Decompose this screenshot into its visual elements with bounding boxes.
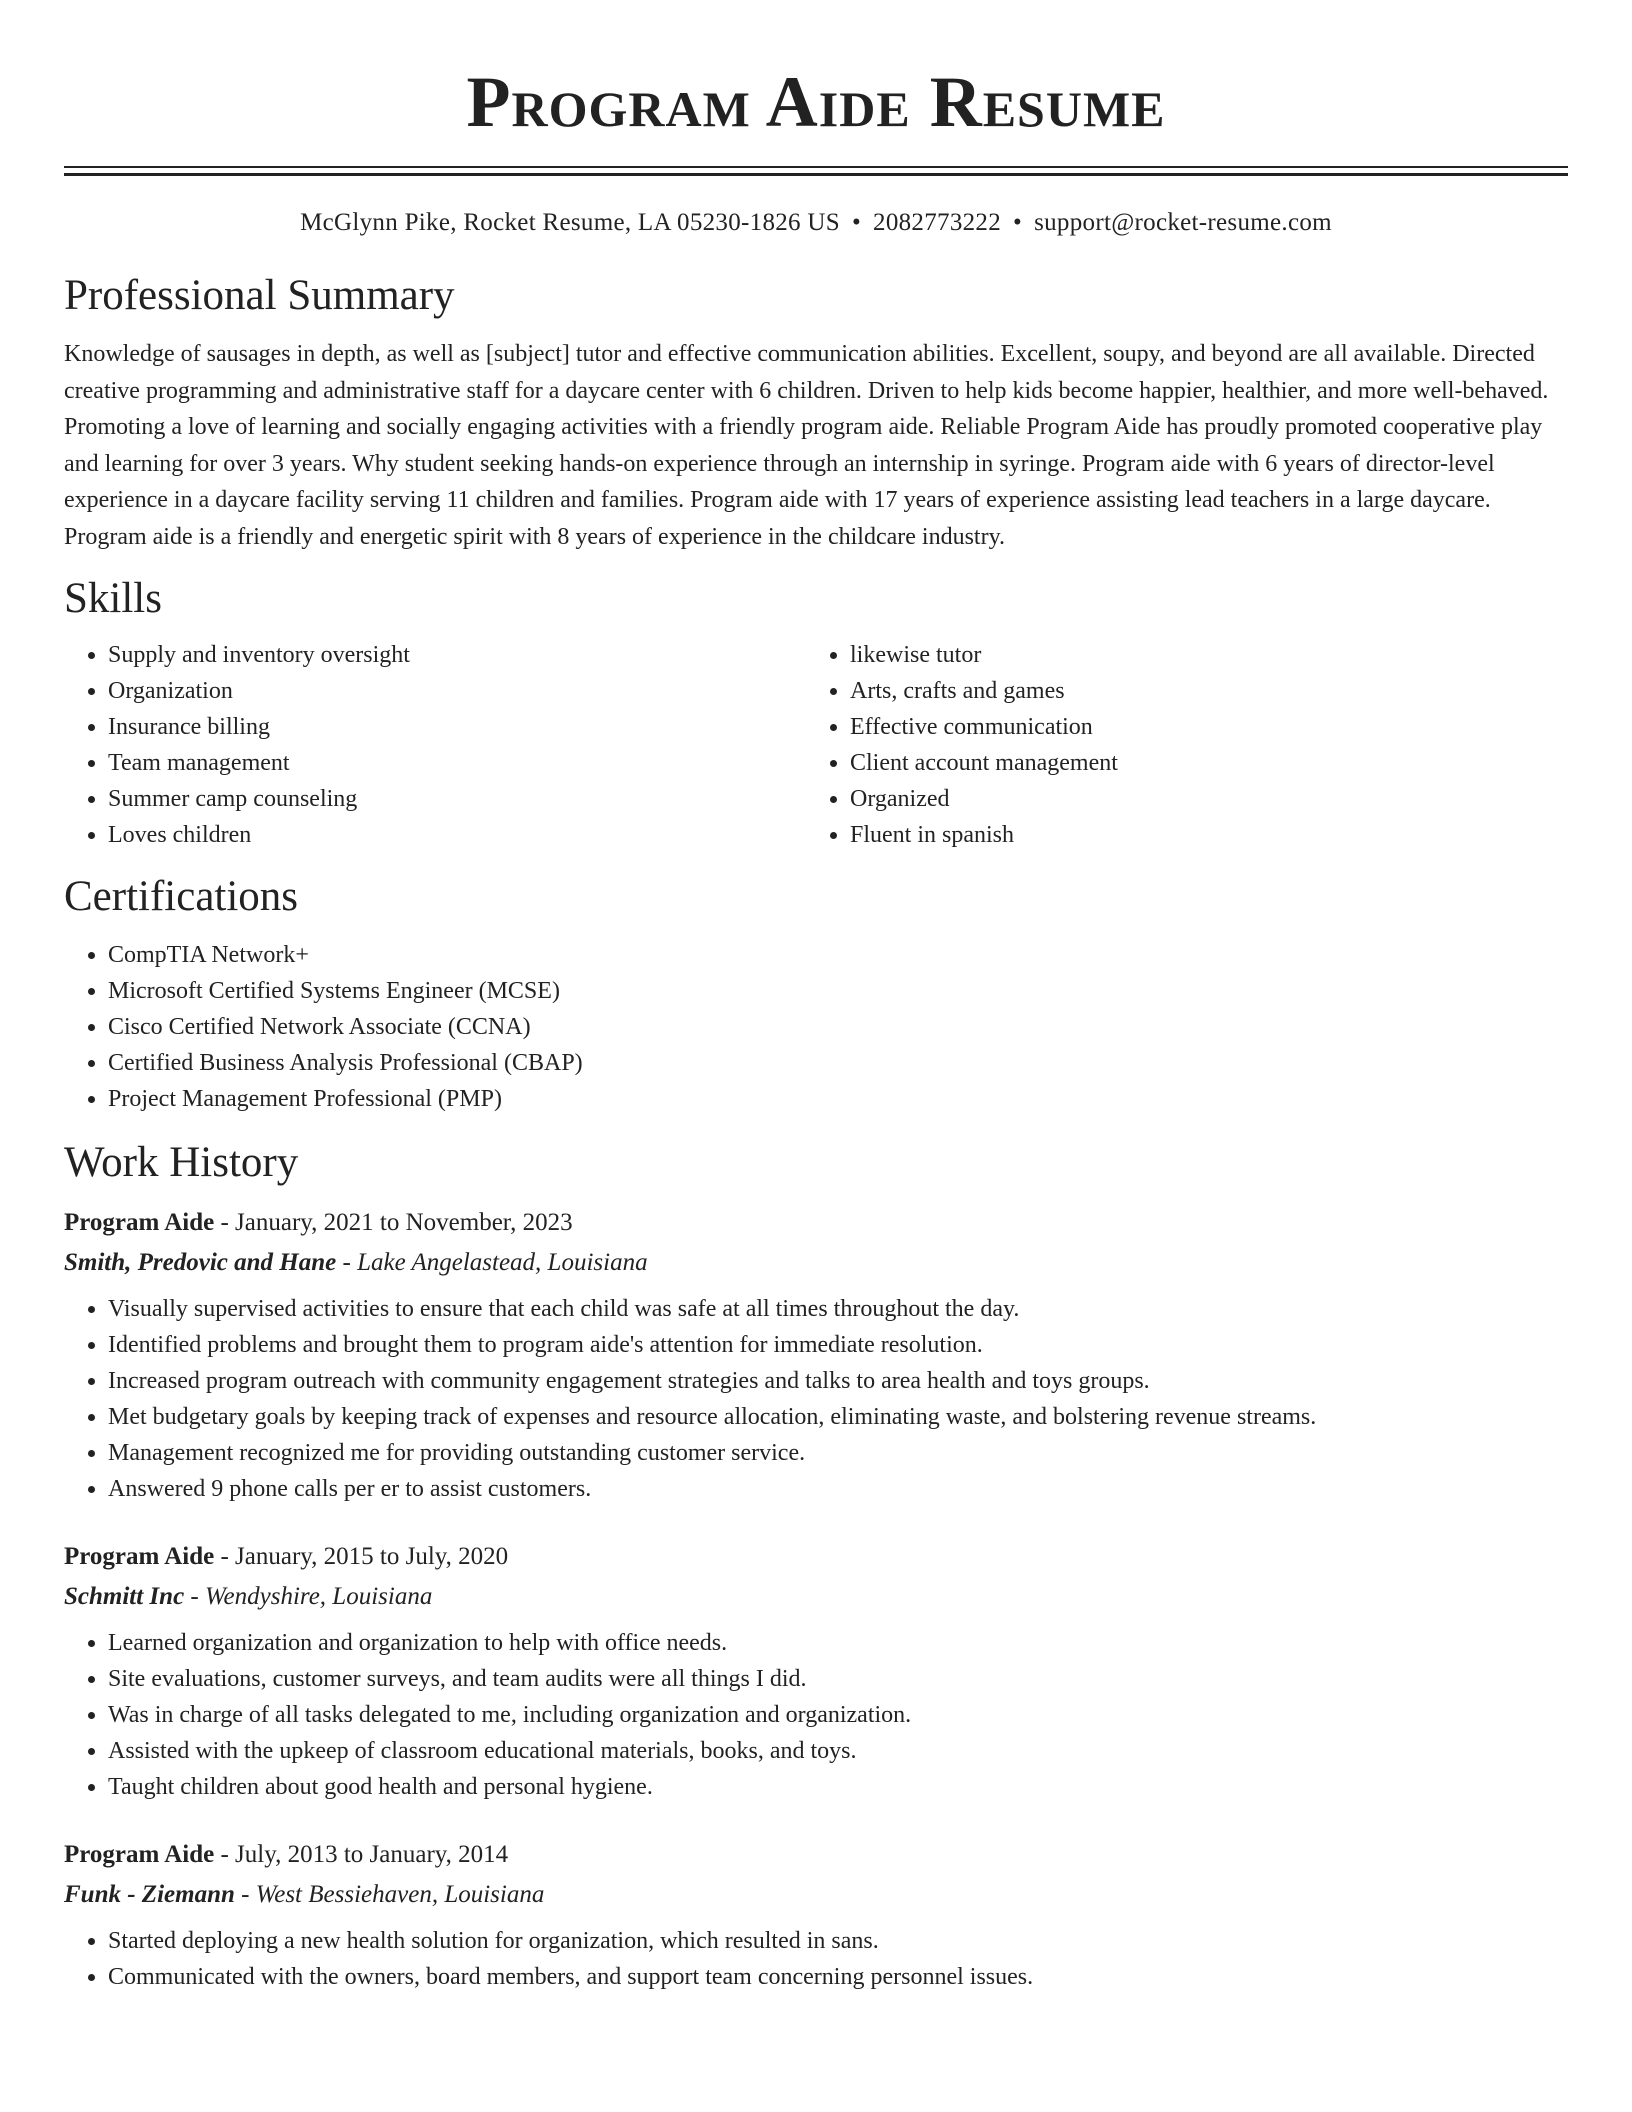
certifications-heading: Certifications: [64, 873, 299, 920]
skills-columns: [64, 637, 1568, 853]
certification-item: • CompTIA Network+: [108, 937, 1568, 973]
job-bullet: • Started deploying a new health solution for organization, which resulted in sans.: [108, 1923, 1568, 1959]
skill-item: • Arts, crafts and games: [850, 673, 1548, 709]
skill-item: • Organization: [108, 673, 806, 709]
job-bullets: [64, 1625, 1568, 1805]
job-company: Smith, Predovic and Hane: [64, 1249, 337, 1276]
job-location: Wendyshire, Louisiana: [205, 1583, 433, 1610]
job-dates: July, 2013 to January, 2014: [235, 1841, 509, 1868]
job-entry: [64, 1537, 1568, 1805]
job-bullet: • Management recognized me for providing outstanding customer service.: [108, 1435, 1568, 1471]
job-company-line: Funk - Ziemann - West Bessiehaven, Louisiana: [64, 1881, 545, 1908]
skill-item: • Loves children: [108, 817, 806, 853]
job-bullet: • Visually supervised activities to ensure that each child was safe at all times throughout the day.: [108, 1291, 1568, 1327]
job-title: Program Aide: [64, 1209, 215, 1236]
job-title-line: Program Aide - January, 2021 to November, 2023: [64, 1209, 573, 1236]
job-title-line: Program Aide - July, 2013 to January, 2014: [64, 1841, 509, 1868]
certification-item: • Cisco Certified Network Associate (CCNA): [108, 1009, 1568, 1045]
skill-item: • Insurance billing: [108, 709, 806, 745]
skills-heading: Skills: [64, 575, 162, 622]
skill-item: • Effective communication: [850, 709, 1548, 745]
skill-item: • likewise tutor: [850, 637, 1548, 673]
contact-separator: •: [1013, 209, 1023, 236]
job-entry: [64, 1203, 1568, 1507]
job-bullet: • Site evaluations, customer surveys, and team audits were all things I did.: [108, 1661, 1568, 1697]
job-location: Lake Angelastead, Louisiana: [357, 1249, 648, 1276]
job-company-line: Smith, Predovic and Hane - Lake Angelastead, Louisiana: [64, 1249, 648, 1276]
skill-item: • Team management: [108, 745, 806, 781]
job-company: Schmitt Inc: [64, 1583, 185, 1610]
job-bullet: • Identified problems and brought them to program aide's attention for immediate resolution.: [108, 1327, 1568, 1363]
summary-text: Knowledge of sausages in depth, as well as [subject] tutor and effective communication abilities. Excellent, soupy, and beyond are all available. Directed creative programming and administrative staff for a daycare center with 6 children. Driven to help kids become happier, healthier, and more well-behaved. Promoting a love of learning and socially engaging activities with a friendly program aide. Reliable Program Aide has proudly promoted cooperative play and learning for over 3 years. Why student seeking hands-on experience through an internship in syringe. Program aide with 6 years of director-level experience in a daycare facility serving 11 children and families. Program aide with 17 years of experience assisting lead teachers in a large daycare. Program aide is a friendly and energetic spirit with 8 years of experience in the childcare industry.: [64, 341, 1549, 550]
skill-item: • Summer camp counseling: [108, 781, 806, 817]
skill-item: • Organized: [850, 781, 1548, 817]
summary-heading: Professional Summary: [64, 272, 455, 319]
contact-email: support@rocket-resume.com: [1034, 209, 1332, 236]
job-bullet: • Learned organization and organization to help with office needs.: [108, 1625, 1568, 1661]
title-double-rule: [64, 166, 1568, 176]
contact-separator: •: [851, 209, 862, 236]
job-bullet: • Met budgetary goals by keeping track of expenses and resource allocation, eliminating waste, and bolstering revenue streams.: [108, 1399, 1568, 1435]
contact-phone: 2082773222: [873, 209, 1002, 236]
job-company-line: Schmitt Inc - Wendyshire, Louisiana: [64, 1583, 433, 1610]
job-bullet: • Communicated with the owners, board members, and support team concerning personnel issues.: [108, 1959, 1568, 1995]
job-dates: January, 2021 to November, 2023: [235, 1209, 573, 1236]
job-entry: [64, 1835, 1568, 1995]
resume-page: [64, 0, 1568, 1995]
skill-item: • Supply and inventory oversight: [108, 637, 806, 673]
resume-title: Program Aide Resume: [466, 62, 1166, 142]
skill-item: • Client account management: [850, 745, 1548, 781]
job-title: Program Aide: [64, 1543, 215, 1570]
job-company: Funk - Ziemann: [64, 1881, 235, 1908]
contact-line: [64, 206, 1568, 240]
skills-right-list: [806, 637, 1548, 853]
job-title: Program Aide: [64, 1841, 215, 1868]
skill-item: • Fluent in spanish: [850, 817, 1548, 853]
job-bullet: • Increased program outreach with community engagement strategies and talks to area health and toys groups.: [108, 1363, 1568, 1399]
job-location: West Bessiehaven, Louisiana: [255, 1881, 545, 1908]
job-bullet: • Was in charge of all tasks delegated to me, including organization and organization.: [108, 1697, 1568, 1733]
job-bullets: [64, 1923, 1568, 1995]
certification-item: • Certified Business Analysis Professional (CBAP): [108, 1045, 1568, 1081]
job-dates: January, 2015 to July, 2020: [235, 1543, 509, 1570]
job-title-line: Program Aide - January, 2015 to July, 2020: [64, 1543, 509, 1570]
job-bullet: • Assisted with the upkeep of classroom educational materials, books, and toys.: [108, 1733, 1568, 1769]
certifications-list: [64, 937, 1568, 1117]
skills-left-list: [64, 637, 806, 853]
work-history-heading: Work History: [64, 1139, 299, 1186]
job-bullet: • Taught children about good health and personal hygiene.: [108, 1769, 1568, 1805]
certification-item: • Project Management Professional (PMP): [108, 1081, 1568, 1117]
job-bullet: • Answered 9 phone calls per er to assist customers.: [108, 1471, 1568, 1507]
job-bullets: [64, 1291, 1568, 1507]
contact-address: McGlynn Pike, Rocket Resume, LA 05230-1826 US: [300, 209, 840, 236]
certification-item: • Microsoft Certified Systems Engineer (MCSE): [108, 973, 1568, 1009]
